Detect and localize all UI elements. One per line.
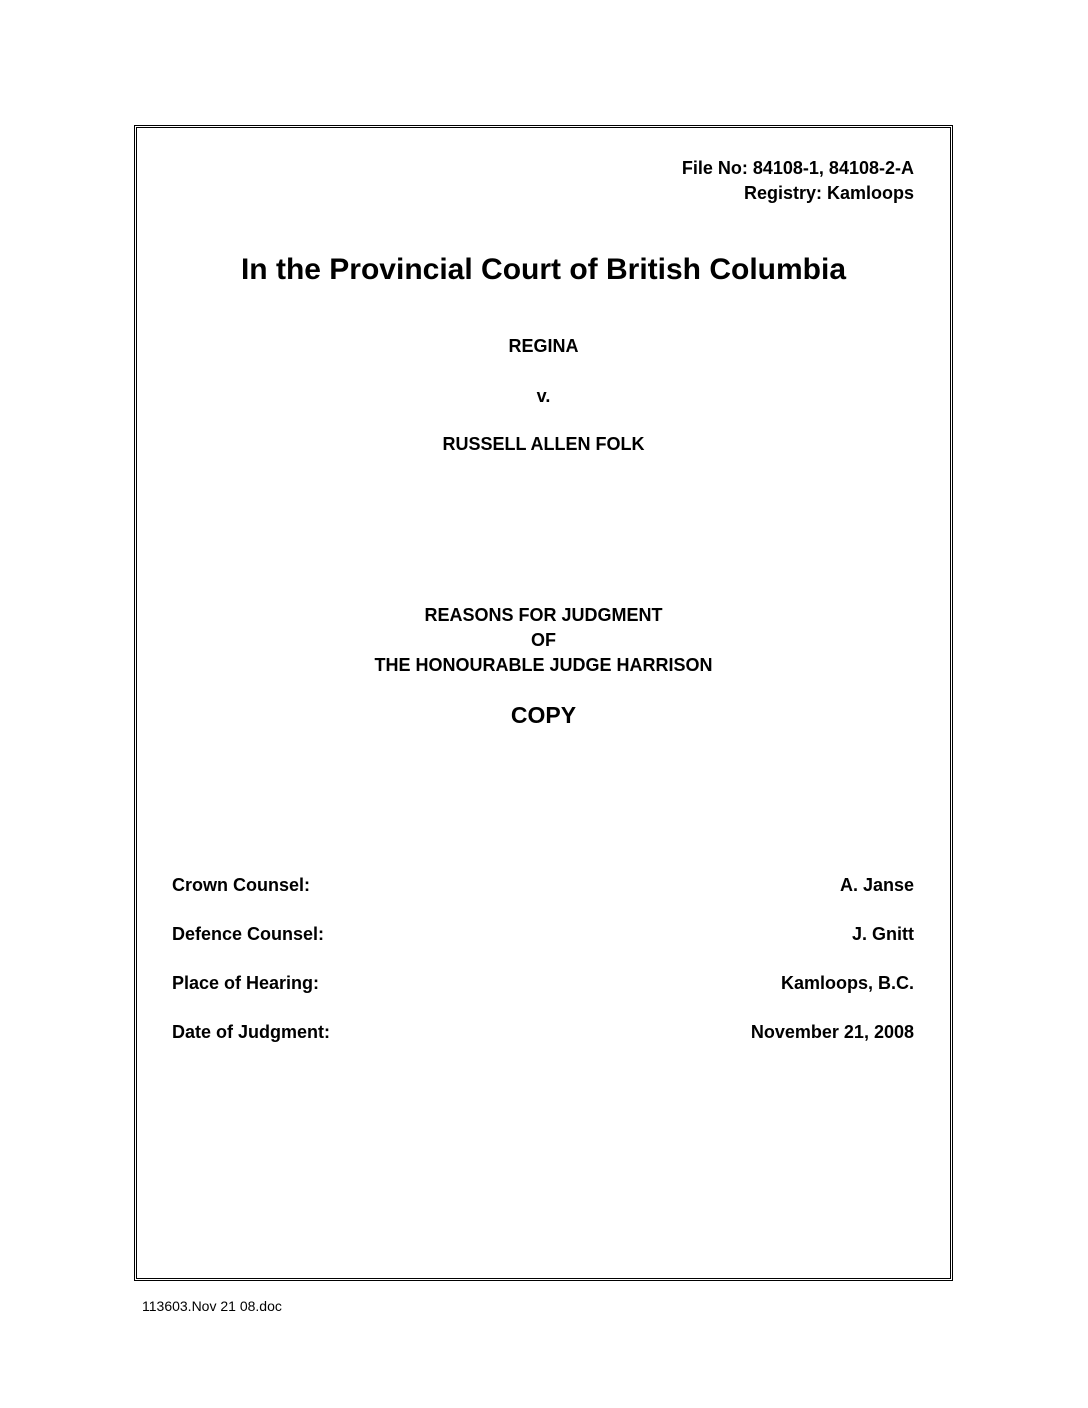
registry: Registry: Kamloops [743, 183, 914, 203]
detail-label: Place of Hearing: [172, 973, 320, 993]
detail-label: Crown Counsel: [172, 875, 310, 895]
file-number: File No: 84108-1, 84108-2-A [681, 158, 914, 178]
reasons-heading [137, 603, 950, 678]
detail-value: November 21, 2008 [750, 1022, 914, 1042]
file-info-block [682, 156, 914, 206]
reasons-line-1: REASONS FOR JUDGMENT [424, 605, 663, 625]
court-title: In the Provincial Court of British Columbia [240, 253, 847, 286]
detail-row-crown-counsel [172, 873, 914, 922]
copy-label: COPY [510, 702, 577, 728]
detail-value: Kamloops, B.C. [780, 973, 914, 993]
reasons-line-2: OF [531, 630, 556, 650]
detail-row-defence-counsel [172, 922, 914, 971]
detail-value: A. Janse [839, 875, 914, 895]
document-border-frame [134, 125, 953, 1281]
detail-row-date-of-judgment [172, 1020, 914, 1069]
detail-label: Defence Counsel: [172, 924, 325, 944]
party-accused: RUSSELL ALLEN FOLK [442, 434, 645, 454]
party-regina: REGINA [508, 336, 579, 356]
detail-label: Date of Judgment: [172, 1022, 331, 1042]
versus-label: v. [536, 386, 551, 406]
detail-value: J. Gnitt [852, 924, 914, 944]
reasons-line-3: THE HONOURABLE JUDGE HARRISON [374, 655, 713, 675]
footer-filename: 113603.Nov 21 08.doc [142, 1298, 282, 1314]
detail-row-place-of-hearing [172, 971, 914, 1020]
counsel-details [172, 873, 914, 1069]
